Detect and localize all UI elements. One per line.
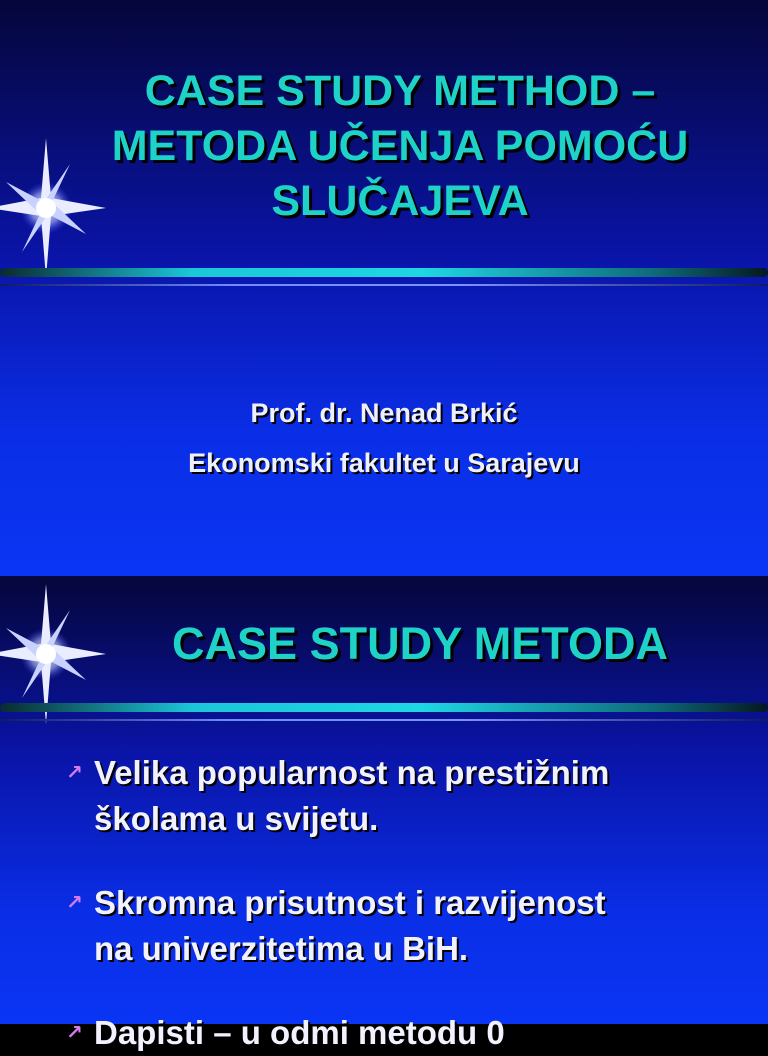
faculty-name: Ekonomski fakultet u Sarajevu bbox=[188, 448, 580, 478]
arrow-up-right-icon: ↗ bbox=[66, 1022, 83, 1044]
title-line: CASE STUDY METHOD – bbox=[144, 67, 656, 115]
bullet-line: Dapisti – u odmi metodu 0 bbox=[94, 1014, 505, 1051]
bullet-item bbox=[66, 880, 746, 972]
bullet-line: na univerzitetima u BiH. bbox=[94, 930, 469, 967]
bullet-item bbox=[66, 1010, 746, 1056]
title-line: SLUČAJEVA bbox=[271, 177, 529, 225]
slide-title-text bbox=[40, 64, 760, 229]
arrow-up-right-icon: ↗ bbox=[66, 762, 83, 784]
author-name: Prof. dr. Nenad Brkić bbox=[250, 398, 518, 428]
slide-title-text: CASE STUDY METODA bbox=[172, 618, 668, 669]
title-line: METODA UČENJA POMOĆU bbox=[111, 122, 689, 170]
bullet-item bbox=[66, 750, 746, 842]
slide-content bbox=[0, 576, 768, 1051]
bullet-line: Skromna prisutnost i razvijenost bbox=[94, 884, 606, 921]
arrow-up-right-icon: ↗ bbox=[66, 892, 83, 914]
bullet-line: Velika popularnost na prestižnim bbox=[94, 754, 610, 791]
bullet-line: školama u svijetu. bbox=[94, 800, 379, 837]
